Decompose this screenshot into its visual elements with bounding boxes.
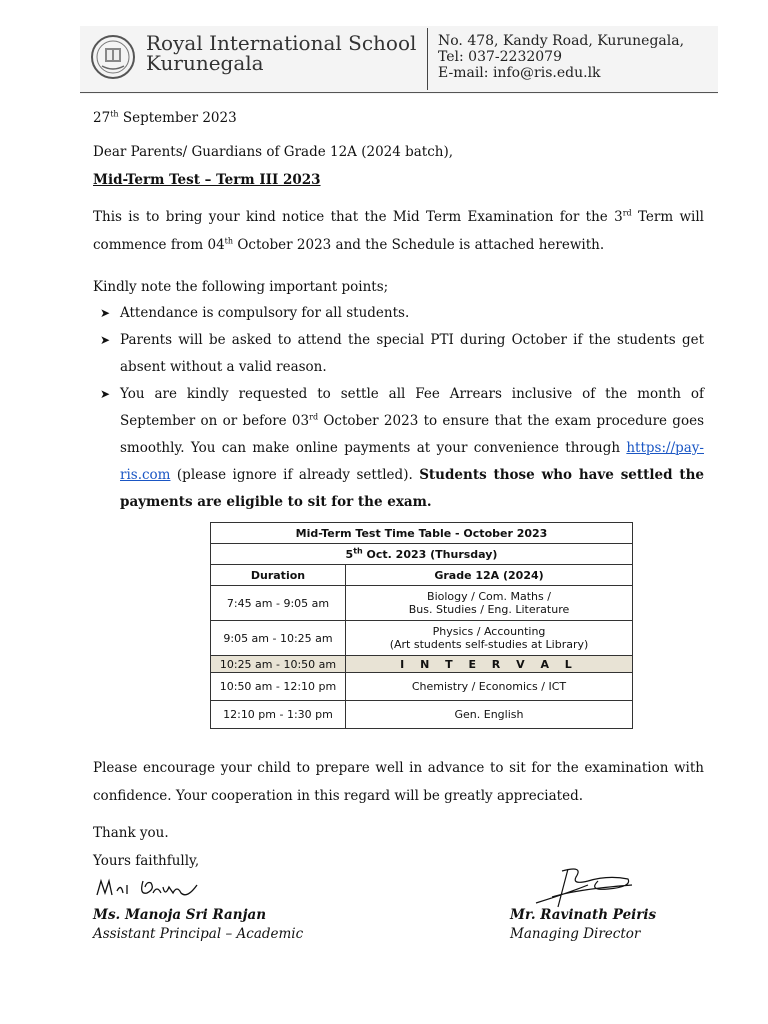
intro-a: This is to bring your kind notice that the Mid Term Examination for the 3: [93, 209, 623, 225]
left-signatory-name: Ms. Manoja Sri Ranjan: [93, 907, 267, 923]
date-day: 27: [93, 110, 111, 126]
right-signatory-role: Managing Director: [510, 926, 641, 942]
thank-you: Thank you.: [93, 825, 169, 841]
list-item: [100, 300, 704, 327]
bullet-text: Parents will be asked to attend the special PTI during October if the students get absent without a valid reason.: [120, 332, 704, 375]
bullet-bold-text: Students those who have settled the payments are eligible to sit for the exam.: [120, 467, 704, 510]
salutation: Dear Parents/ Guardians of Grade 12A (2024 batch),: [93, 144, 454, 160]
arrow-bullet-icon: ➤: [100, 387, 111, 401]
list-item: [100, 327, 704, 381]
table-row: [211, 621, 633, 656]
points-intro: Kindly note the following important points;: [93, 279, 389, 295]
intro-c: October 2023 and the Schedule is attached herewith.: [233, 237, 605, 253]
left-signatory-role: Assistant Principal – Academic: [93, 926, 304, 942]
closing-paragraph: Please encourage your child to prepare well in advance to sit for the examination with confidence. Your cooperation in this regard will be greatly appreciated.: [93, 760, 704, 804]
school-tel: Tel: 037-2232079: [438, 49, 562, 65]
row-subjects: [346, 586, 633, 621]
tt-date-rest: Oct. 2023 (Thursday): [362, 547, 498, 561]
table-row: [211, 673, 633, 701]
payment-link[interactable]: https://pay-ris.com: [120, 440, 704, 483]
list-item: [100, 381, 704, 516]
points-list: [100, 300, 704, 516]
bullet-text-note: (please ignore if already settled).: [170, 467, 420, 483]
column-header-grade: Grade 12A (2024): [346, 565, 633, 586]
school-name-line2: Kurunegala: [146, 51, 264, 75]
right-signature: [528, 863, 638, 911]
school-name-line1: Royal International School: [146, 31, 417, 55]
row-subjects: [346, 621, 633, 656]
row-subjects-line1: Physics / Accounting: [432, 625, 546, 638]
bullet-text: You are kindly requested to settle all Fee Arrears inclusive of the month of September on or before 03: [120, 386, 704, 429]
letter-date: [93, 109, 237, 127]
row-time: 10:50 am - 12:10 pm: [211, 673, 346, 701]
arrow-bullet-icon: ➤: [100, 333, 111, 347]
row-subjects-line2: (Art students self-studies at Library): [389, 638, 589, 651]
intro-sup1: rd: [622, 208, 632, 218]
bullet-text-cont: October 2023 to ensure that the exam procedure goes smoothly. You can make online payments at your convenience through: [120, 413, 704, 456]
table-row-interval: [211, 656, 633, 673]
timetable: [210, 522, 633, 729]
left-signature: [93, 873, 213, 903]
row-subjects: Gen. English: [346, 701, 633, 729]
date-sup: th: [110, 109, 119, 119]
row-time: 10:25 am - 10:50 am: [211, 656, 346, 673]
bullet-sup: rd: [309, 412, 319, 422]
school-address: No. 478, Kandy Road, Kurunegala,: [438, 33, 685, 49]
yours-faithfully: Yours faithfully,: [93, 853, 200, 869]
timetable-title: Mid-Term Test Time Table - October 2023: [211, 523, 633, 544]
school-name: [146, 33, 416, 73]
letter-subject: Mid-Term Test – Term III 2023: [93, 172, 321, 188]
intro-sup2: th: [224, 236, 234, 246]
school-crest-logo: [90, 34, 136, 80]
school-contact: [438, 33, 684, 81]
table-row: [211, 701, 633, 729]
bullet-text: Attendance is compulsory for all students.: [120, 305, 410, 321]
table-row: [211, 586, 633, 621]
row-time: 7:45 am - 9:05 am: [211, 586, 346, 621]
school-email: E-mail: info@ris.edu.lk: [438, 65, 601, 81]
interval-label: I N T E R V A L: [346, 656, 633, 673]
tt-date-sup: th: [353, 545, 363, 555]
row-time: 12:10 pm - 1:30 pm: [211, 701, 346, 729]
column-header-duration: Duration: [211, 565, 346, 586]
timetable-date: [211, 544, 633, 565]
intro-paragraph: [93, 203, 704, 259]
row-subjects-line2: Bus. Studies / Eng. Literature: [408, 603, 570, 616]
row-subjects-line1: Biology / Com. Maths /: [427, 590, 551, 603]
row-time: 9:05 am - 10:25 am: [211, 621, 346, 656]
intro-b: Term will commence from 04: [93, 209, 704, 253]
letterhead-rule: [80, 92, 718, 93]
arrow-bullet-icon: ➤: [100, 306, 111, 320]
letterhead-divider: [427, 28, 428, 90]
date-rest: September 2023: [118, 110, 237, 126]
tt-date-day: 5: [345, 547, 354, 561]
right-signatory-name: Mr. Ravinath Peiris: [510, 907, 657, 923]
row-subjects: Chemistry / Economics / ICT: [346, 673, 633, 701]
